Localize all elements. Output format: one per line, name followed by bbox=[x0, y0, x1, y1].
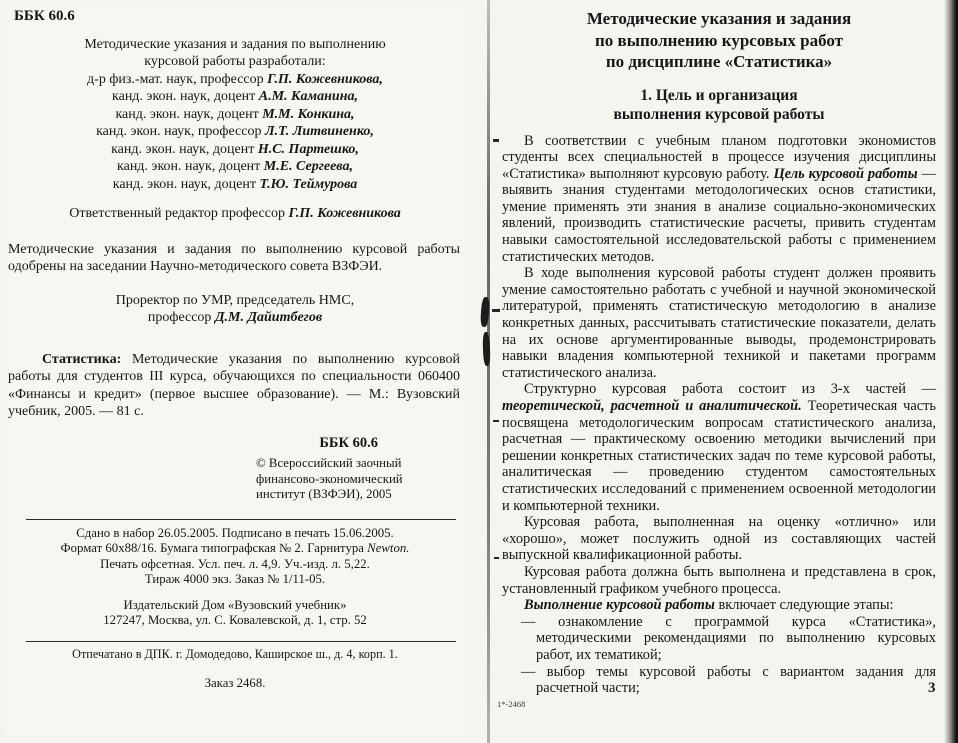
annotation-lead: Статистика: bbox=[42, 351, 122, 367]
developer-degree: канд. экон. наук, доцент bbox=[111, 141, 258, 157]
developer-degree: канд. экон. наук, доцент bbox=[112, 176, 260, 192]
list-item: — выбор темы курсовой работы с вариантом задания для расчетной части; bbox=[521, 663, 936, 697]
developer-line bbox=[6, 176, 464, 194]
order-line: Заказ 2468. bbox=[204, 676, 266, 690]
developer-line bbox=[6, 88, 464, 106]
paragraph-text: Теоретическая часть посвящена методологическим вопросам статистического анализа, расчетная — практическому освоению методики вычислений при решении конкретных статистических задач по теме курсовой работы, аналитическая — проведению студентом самостоятельных статистических исследований с применением освоенной методологии и компьютерной техники. bbox=[502, 398, 936, 514]
chapter-title bbox=[502, 8, 936, 73]
imprint-line1: Сдано в набор 26.05.2005. Подписано в печать 15.06.2005. bbox=[76, 525, 394, 540]
binding-shadow bbox=[487, 0, 490, 743]
developer-name: Л.Т. Литвиненко, bbox=[264, 124, 374, 139]
copyright-line2: финансово-экономический bbox=[256, 471, 403, 486]
annotation-paragraph bbox=[8, 351, 460, 421]
paragraph-text: — выявить знания студентами методологических основ статистики, умение применять эти знания в анализе социально-экономических явлений, производить статистические расчеты, привить студентам навыки самостоятельной исследовательской работы с применением статистических методов. bbox=[502, 165, 937, 265]
developer-name: Т.Ю. Теймурова bbox=[259, 176, 358, 192]
developer-degree: д-р физ.-мат. наук, профессор bbox=[87, 71, 268, 87]
chapter-title-line2: по выполнению курсовых работ bbox=[595, 30, 843, 50]
rector-name: Д.М. Дайитбегов bbox=[214, 310, 323, 325]
developer-line bbox=[6, 106, 464, 124]
paragraph: Курсовая работа, выполненная на оценку «отлично» или «хорошо», может послужить одной из составляющих частей выпускной квалификационной работы. bbox=[502, 514, 936, 564]
paragraph bbox=[502, 597, 936, 614]
divider bbox=[26, 519, 456, 520]
copyright-block bbox=[256, 456, 464, 503]
paragraph-text: Структурно курсовая работа состоит из 3-х частей — bbox=[524, 381, 936, 398]
publisher-block bbox=[6, 598, 464, 629]
developer-line bbox=[6, 158, 464, 176]
developers-list bbox=[6, 71, 464, 194]
rector-line1: Проректор по УМР, председатель НМС, bbox=[115, 292, 355, 308]
paragraph-emphasis: теоретической, расчетной и аналитической. bbox=[502, 398, 802, 414]
editor-name: Г.П. Кожевникова bbox=[288, 206, 401, 221]
developer-name: М.Е. Сергеева, bbox=[263, 159, 353, 174]
rector-role: профессор bbox=[147, 310, 215, 325]
right-page bbox=[502, 6, 936, 697]
publisher-address: 127247, Москва, ул. С. Ковалевской, д. 1, стр. 52 bbox=[103, 613, 367, 627]
approval-paragraph: Методические указания и задания по выполнению курсовой работы одобрены на заседании Научно-методического совета ВЗФЭИ. bbox=[8, 241, 460, 274]
copyright-line1: © Всероссийский заочный bbox=[256, 456, 402, 470]
copyright-line3: институт (ВЗФЭИ), 2005 bbox=[256, 487, 392, 501]
editor-line bbox=[6, 205, 464, 223]
imprint-line4: Тираж 4000 экз. Заказ № 1/11-05. bbox=[144, 572, 326, 586]
left-page bbox=[6, 8, 464, 735]
developer-line bbox=[6, 123, 464, 141]
imprint-typeface-name: Newton. bbox=[367, 541, 410, 555]
paragraph bbox=[502, 381, 936, 514]
rector-line2 bbox=[6, 309, 464, 327]
developer-degree: канд. экон. наук, доцент bbox=[112, 89, 259, 104]
bbk-code-bottom: ББК 60.6 bbox=[319, 434, 378, 451]
paragraph: Курсовая работа должна быть выполнена и представлена в срок, установленный графиком учебного процесса. bbox=[502, 563, 936, 597]
page-number: 3 bbox=[928, 680, 936, 696]
developer-name: Н.С. Партешко, bbox=[257, 141, 359, 157]
developer-name: М.М. Конкина, bbox=[262, 106, 355, 122]
annotation-text: Методические указания по выполнению курсовой работы для студентов III курса, обучающихся по специальности 060400 «Финансы и кредит» (первое высшее образование). — М.: Вузовский учебник, 2005. — 81 с. bbox=[8, 351, 460, 419]
paragraph-emphasis: Цель курсовой работы bbox=[773, 165, 918, 182]
imprint-line2 bbox=[6, 541, 464, 557]
scan-artifact bbox=[494, 557, 499, 559]
publisher-name: Издательский Дом «Вузовский учебник» bbox=[123, 597, 347, 612]
imprint-line3: Печать офсетная. Усл. печ. л. 4,9. Уч.-изд. л. 5,22. bbox=[100, 556, 370, 571]
paragraph-emphasis: Выполнение курсовой работы bbox=[524, 597, 715, 614]
authors-heading bbox=[6, 36, 464, 71]
developer-degree: канд. экон. наук, доцент bbox=[115, 106, 263, 122]
section-heading-line2: выполнения курсовой работы bbox=[613, 106, 825, 123]
imprint-block bbox=[6, 526, 464, 588]
scan-edge bbox=[944, 0, 958, 743]
print-mark: 1*-2468 bbox=[497, 699, 526, 709]
section-heading-line1: 1. Цель и организация bbox=[640, 86, 798, 104]
rector-block bbox=[6, 292, 464, 327]
divider bbox=[26, 641, 456, 642]
printed-line: Отпечатано в ДПК. г. Домодедово, Каширское ш., д. 4, корп. 1. bbox=[72, 646, 398, 661]
imprint-line2-text: Формат 60x88/16. Бумага типографская № 2. Гарнитура bbox=[60, 541, 368, 555]
developer-name: А.М. Каманина, bbox=[258, 89, 358, 104]
developer-degree: канд. экон. наук, профессор bbox=[96, 124, 265, 139]
developer-line bbox=[6, 71, 464, 89]
developer-line bbox=[6, 141, 464, 159]
authors-heading-line1: Методические указания и задания по выполнению bbox=[84, 36, 386, 52]
chapter-title-line1: Методические указания и задания bbox=[586, 9, 852, 28]
editor-role: Ответственный редактор профессор bbox=[69, 206, 289, 221]
paragraph-text: включает следующие этапы: bbox=[714, 597, 894, 614]
list-item: — ознакомление с программой курса «Статистика», методическими рекомендациями по выполнению курсовых работ, их тематикой; bbox=[521, 613, 936, 663]
paragraph-text: В соответствии с учебным планом подготовки экономистов студенты всех специальностей в процессе изучения дисциплины «Статистика» выполняют курсовую работу. bbox=[502, 132, 936, 182]
scan-artifact bbox=[492, 309, 500, 312]
developer-degree: канд. экон. наук, доцент bbox=[117, 159, 264, 174]
authors-heading-line2: курсовой работы разработали: bbox=[144, 54, 326, 69]
section-heading bbox=[502, 86, 936, 125]
chapter-title-line3: по дисциплине «Статистика» bbox=[605, 52, 833, 71]
paragraph bbox=[502, 133, 936, 266]
bbk-code-top: ББК 60.6 bbox=[14, 8, 75, 24]
paragraph: В ходе выполнения курсовой работы студент должен проявить умение самостоятельно работать с учебной и научной экономической литературой, применять статистическую методологию в анализе конкретных данных, рассчитывать статистические показатели, делать на их основе аргументированные выводы, продемонстрировать навыки владения компьютерной техникой и пакетами программ статистического анализа. bbox=[502, 265, 936, 381]
developer-name: Г.П. Кожевникова, bbox=[267, 71, 383, 87]
scan-artifact bbox=[493, 139, 499, 142]
scan-artifact bbox=[493, 420, 499, 422]
